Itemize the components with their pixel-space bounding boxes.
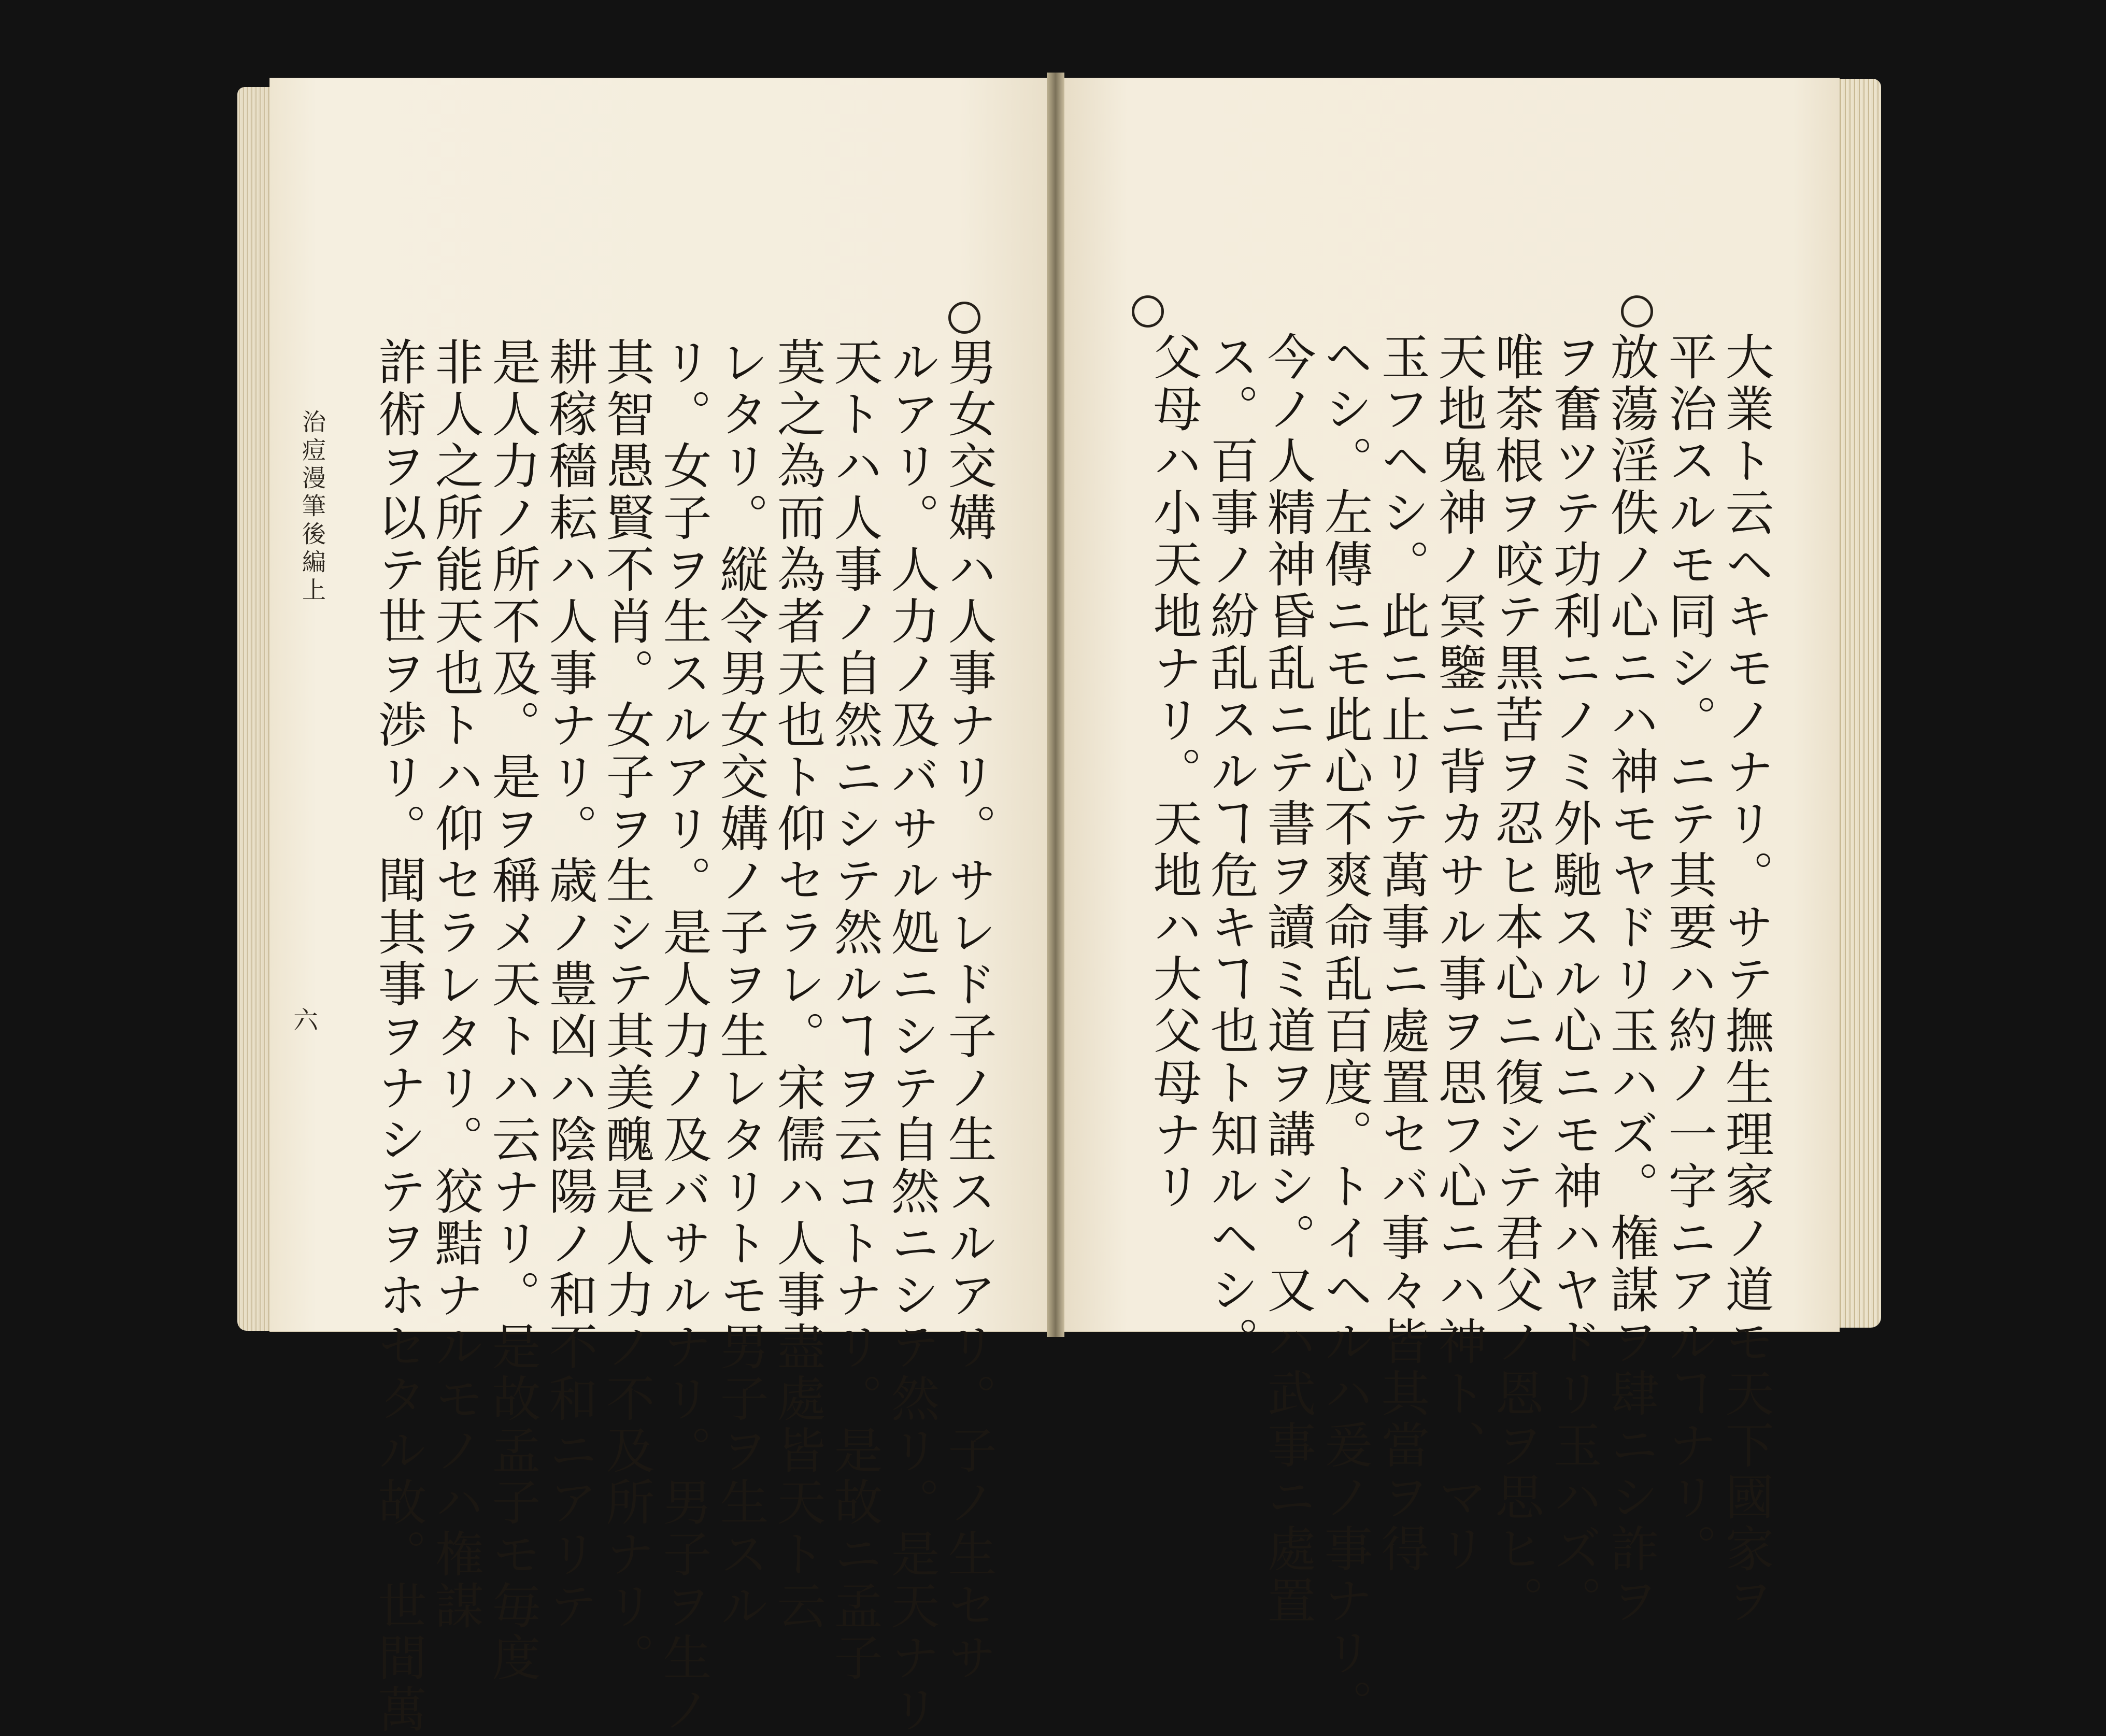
folio-number: 六 xyxy=(293,1006,319,1035)
text-column: 大業ト云ヘキモノナリ。サテ撫生理家ノ道モ天下國家ヲ xyxy=(1717,332,1773,1627)
text-column: 非人之所能天也トハ仰セラレタリ。狡黠ナルモノハ権謀 xyxy=(426,337,483,1632)
text-column: 其智愚賢不肖。女子ヲ生シテ其美醜是人力ノ不及所ナリ。 xyxy=(597,337,654,1684)
text-column: ヲ奮ツテ功利ニノミ外馳スル心ニモ神ハヤドリ玉ハズ。 xyxy=(1545,332,1601,1627)
book-gutter xyxy=(1047,73,1064,1337)
text-column: 詐術ヲ以テ世ヲ渉リ。聞其事ヲナシテヲホセタル故。世間萬 xyxy=(369,337,426,1736)
circle-mark xyxy=(1132,295,1164,328)
text-column: 天トハ人事ノ自然ニシテ然ルヿヲ云コトナリ。是故ニ孟子 xyxy=(826,337,882,1684)
text-column: 天地鬼神ノ冥鑒ニ背カサル事ヲ思フ心ニハ神ト、マリ xyxy=(1430,332,1486,1575)
text-column: 玉フヘシ。此ニ止リテ萬事ニ處置セバ事々皆其當ヲ得 xyxy=(1373,332,1429,1575)
text-column: レタリ。縦令男女交媾ノ子ヲ生レタリトモ男子ヲ生スル xyxy=(712,337,768,1632)
text-column: 莫之為而為者天也ト仰セラレ。宋儒ハ人事盡處皆天ト云 xyxy=(769,337,825,1632)
text-column: 今ノ人精神昏乱ニテ書ヲ讀ミ道ヲ講シ。又ハ武事ニ處置 xyxy=(1259,332,1315,1627)
circle-mark xyxy=(1621,295,1653,328)
text-column: ヘシ。左傳ニモ此心不爽命乱百度。トイヘルハ爰ノ事ナリ。 xyxy=(1316,332,1372,1731)
circle-mark xyxy=(948,302,980,334)
text-column: ルアリ。人力ノ及バサル処ニシテ自然ニシテ然リ。是天ナリ xyxy=(883,337,939,1736)
text-column: 唯茶根ヲ咬テ黒苦ヲ忍ヒ本心ニ復シテ君父ノ恩ヲ思ヒ。 xyxy=(1487,332,1543,1627)
margin-title: 治痘漫筆後編上 xyxy=(298,409,326,605)
text-column: 是人力ノ所不及。是ヲ稱メ天トハ云ナリ。是故孟子モ毎度 xyxy=(483,337,540,1684)
text-column: 男女交媾ハ人事ナリ。サレド子ノ生スルアリ。子ノ生セサ xyxy=(940,337,996,1684)
text-column: 父母ハ小天地ナリ。天地ハ大父母ナリ xyxy=(1145,332,1201,1213)
text-column: 平治スルモ同シ。ニテ其要ハ約ノ一字ニアルヿナリ。 xyxy=(1660,332,1716,1575)
text-column: ス。百事ノ紛乱スルヿ危キヿ也ト知ルヘシ。 xyxy=(1202,332,1258,1368)
text-column: 放蕩淫佚ノ心ニハ神モヤドリ玉ハズ。権謀ヲ肆ニシ詐ヲ xyxy=(1602,332,1658,1627)
text-column: 耕稼穡耘ハ人事ナリ。歳ノ豊凶ハ陰陽ノ和不和ニアリテ xyxy=(540,337,597,1632)
text-column: リ。女子ヲ生スルアリ。是人力ノ及バサルナリ。男子ヲ生ノ xyxy=(654,337,711,1736)
